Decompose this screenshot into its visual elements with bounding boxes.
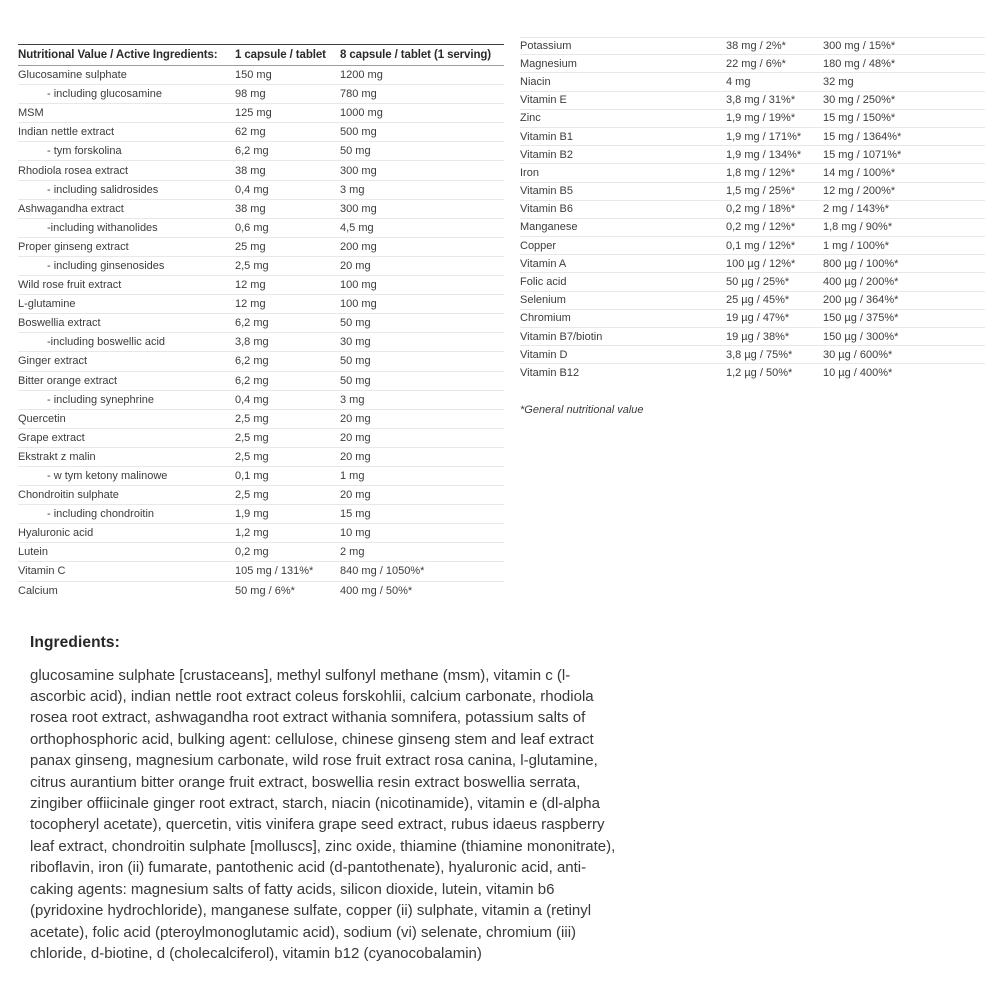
nutrient-label: Glucosamine sulphate [18, 69, 127, 82]
value-per-capsule: 50 mg / 6%* [235, 585, 295, 598]
nutrient-label: Chondroitin sulphate [18, 489, 119, 502]
nutrient-label: Vitamin B7/biotin [520, 330, 603, 343]
table-header-row [18, 44, 504, 66]
value-per-capsule: 6,2 mg [235, 355, 269, 368]
value-per-serving: 1200 mg [340, 69, 383, 82]
nutrient-label: Bitter orange extract [18, 374, 118, 387]
nutrient-label: Magnesium [520, 57, 577, 70]
table-row [520, 110, 985, 128]
table-row [520, 92, 985, 110]
value-per-serving: 15 mg / 1071%* [823, 148, 902, 161]
value-per-serving: 2 mg [340, 546, 365, 559]
ingredients-heading: Ingredients: [30, 633, 120, 651]
value-per-serving: 15 mg [340, 508, 371, 521]
value-per-serving: 50 mg [340, 317, 371, 330]
table-row [520, 73, 985, 91]
nutrient-label: Ekstrakt z malin [18, 450, 96, 463]
value-per-capsule: 3,8 mg / 31%* [726, 94, 796, 107]
ingredients-text: glucosamine sulphate [crustaceans], methyl sulfonyl methane (msm), vitamin c (l-ascorbic acid), indian nettle root extract coleus forskohlii, calcium carbonate, rhodiola rosea root extract, ashwagandha root extract withania somnifera, potassium salts of orthophosphoric acid, bulking agent: cellulose, chinese ginseng stem and leaf extract panax ginseng, magnesium carbonate, wild rose fruit extract rosa canina, l-glutamine, citrus aurantium bitter orange fruit extract, boswellia resin extract boswellia serrata, zingiber offiicinale ginger root extract, starch, niacin (nicotinamide), vitamin e (dl-alpha tocopheryl acetate), quercetin, vitis vinifera grape seed extract, rubus idaeus raspberry leaf extract, chondroitin sulphate [molluscs], zinc oxide, thiamine (thiamine mononitrate), riboflavin, iron (ii) fumarate, pantothenic acid (d-pantothenate), hyaluronic acid, anti-caking agents: magnesium salts of fatty acids, silicon dioxide, lutein, vitamin b6 (pyridoxine hydrochloride), manganese sulfate, copper (ii) sulphate, vitamin a (retinyl acetate), folic acid (pteroylmonoglutamic acid), sodium (vi) selenate, chromium (iii) chloride, d-biotine, d (cholecalciferol), vitamin b12 (cyanocobalamin) [30, 666, 616, 962]
value-per-serving: 30 mg [340, 336, 371, 349]
table-row [18, 543, 504, 562]
table-row [18, 333, 504, 352]
value-per-capsule: 3,8 mg [235, 336, 269, 349]
value-per-serving: 200 µg / 364%* [823, 294, 899, 307]
nutrient-label: L-glutamine [18, 298, 76, 311]
value-per-serving: 1,8 mg / 90%* [823, 221, 893, 234]
value-per-serving: 50 mg [340, 355, 371, 368]
value-per-capsule: 62 mg [235, 126, 266, 139]
value-per-serving: 1 mg / 100%* [823, 239, 890, 252]
nutrient-label: - including synephrine [47, 393, 155, 406]
value-per-serving: 30 mg / 250%* [823, 94, 896, 107]
value-per-serving: 180 mg / 48%* [823, 57, 896, 70]
nutrition-table-left [18, 44, 504, 601]
value-per-serving: 100 mg [340, 298, 377, 311]
value-per-capsule: 4 mg [726, 75, 751, 88]
table-row [520, 219, 985, 237]
header-per-serving: 8 capsule / tablet (1 serving) [340, 49, 492, 61]
table-row [18, 562, 504, 581]
nutrient-label: Wild rose fruit extract [18, 279, 122, 292]
header-per-capsule: 1 capsule / tablet [235, 49, 326, 61]
value-per-capsule: 25 µg / 45%* [726, 294, 790, 307]
table-row [18, 582, 504, 601]
table-row [520, 183, 985, 201]
value-per-serving: 150 µg / 300%* [823, 330, 899, 343]
nutrient-label: Hyaluronic acid [18, 527, 94, 540]
nutrient-label: Potassium [520, 40, 572, 53]
table-row [520, 37, 985, 55]
nutrient-label: Rhodiola rosea extract [18, 164, 129, 177]
table-row [18, 410, 504, 429]
value-per-capsule: 0,2 mg / 12%* [726, 221, 796, 234]
nutrient-label: Zinc [520, 112, 541, 125]
nutrient-label: -including withanolides [47, 221, 158, 234]
nutrient-label: Ginger extract [18, 355, 88, 368]
value-per-serving: 15 mg / 1364%* [823, 130, 902, 143]
value-per-serving: 500 mg [340, 126, 377, 139]
value-per-serving: 300 mg / 15%* [823, 40, 896, 53]
nutrient-label: Folic acid [520, 276, 567, 289]
table-row [18, 104, 504, 123]
table-row [520, 346, 985, 364]
value-per-serving: 800 µg / 100%* [823, 257, 899, 270]
nutrient-label: Lutein [18, 546, 48, 559]
value-per-capsule: 1,9 mg [235, 508, 269, 521]
value-per-serving: 1 mg [340, 470, 365, 483]
nutrient-label: Proper ginseng extract [18, 240, 129, 253]
nutrient-label: - tym forskolina [47, 145, 122, 158]
value-per-capsule: 38 mg [235, 164, 266, 177]
table-row [520, 255, 985, 273]
value-per-serving: 50 mg [340, 374, 371, 387]
nutrition-table-right [520, 37, 985, 416]
value-per-serving: 4,5 mg [340, 221, 374, 234]
value-per-serving: 840 mg / 1050%* [340, 565, 425, 578]
table-row [520, 237, 985, 255]
table-row [520, 128, 985, 146]
nutrient-label: Vitamin B12 [520, 367, 580, 380]
value-per-capsule: 0,2 mg / 18%* [726, 203, 796, 216]
value-per-serving: 300 mg [340, 164, 377, 177]
table-row [18, 391, 504, 410]
value-per-serving: 30 µg / 600%* [823, 348, 893, 361]
table-row [18, 505, 504, 524]
table-row [520, 364, 985, 382]
value-per-capsule: 38 mg [235, 202, 266, 215]
nutrient-label: - including glucosamine [47, 88, 162, 101]
table-row [520, 164, 985, 182]
value-per-capsule: 1,8 mg / 12%* [726, 166, 796, 179]
table-row [520, 328, 985, 346]
value-per-serving: 300 mg [340, 202, 377, 215]
value-per-capsule: 25 mg [235, 240, 266, 253]
value-per-capsule: 100 µg / 12%* [726, 257, 796, 270]
value-per-serving: 3 mg [340, 183, 365, 196]
value-per-serving: 20 mg [340, 412, 371, 425]
table-row [18, 85, 504, 104]
nutrient-label: Vitamin B2 [520, 148, 573, 161]
table-row [18, 123, 504, 142]
nutrient-label: -including boswellic acid [47, 336, 166, 349]
ingredients-section [30, 634, 630, 965]
nutrient-label: Vitamin D [520, 348, 568, 361]
value-per-capsule: 105 mg / 131%* [235, 565, 314, 578]
nutrient-label: Vitamin B5 [520, 185, 573, 198]
value-per-serving: 200 mg [340, 240, 377, 253]
table-row [18, 467, 504, 486]
value-per-capsule: 19 µg / 38%* [726, 330, 790, 343]
table-row [18, 161, 504, 180]
value-per-capsule: 19 µg / 47%* [726, 312, 790, 325]
nutrient-label: Grape extract [18, 431, 85, 444]
value-per-serving: 1000 mg [340, 107, 383, 120]
nutrient-label: - w tym ketony malinowe [47, 470, 168, 483]
value-per-serving: 20 mg [340, 431, 371, 444]
value-per-capsule: 12 mg [235, 298, 266, 311]
value-per-capsule: 0,4 mg [235, 183, 269, 196]
value-per-capsule: 2,5 mg [235, 431, 269, 444]
value-per-capsule: 22 mg / 6%* [726, 57, 786, 70]
table-row [18, 142, 504, 161]
table-row [18, 181, 504, 200]
value-per-capsule: 98 mg [235, 88, 266, 101]
value-per-capsule: 0,6 mg [235, 221, 269, 234]
table-row [520, 146, 985, 164]
value-per-serving: 50 mg [340, 145, 371, 158]
nutrient-label: Vitamin A [520, 257, 567, 270]
value-per-capsule: 1,9 mg / 171%* [726, 130, 802, 143]
general-value-footnote: *General nutritional value [520, 403, 644, 416]
value-per-serving: 10 µg / 400%* [823, 367, 893, 380]
nutrient-label: MSM [18, 107, 44, 120]
value-per-capsule: 38 mg / 2%* [726, 40, 786, 53]
value-per-capsule: 50 µg / 25%* [726, 276, 790, 289]
table-row [18, 295, 504, 314]
value-per-serving: 2 mg / 143%* [823, 203, 890, 216]
value-per-serving: 100 mg [340, 279, 377, 292]
value-per-serving: 150 µg / 375%* [823, 312, 899, 325]
value-per-capsule: 125 mg [235, 107, 272, 120]
nutrient-label: Iron [520, 166, 539, 179]
table-row [520, 292, 985, 310]
nutrient-label: Chromium [520, 312, 571, 325]
table-body-left [18, 66, 504, 601]
table-row [520, 55, 985, 73]
table-row [18, 219, 504, 238]
nutrient-label: Vitamin C [18, 565, 66, 578]
value-per-serving: 12 mg / 200%* [823, 185, 896, 198]
value-per-capsule: 1,2 µg / 50%* [726, 367, 793, 380]
nutrient-label: - including salidrosides [47, 183, 159, 196]
value-per-capsule: 150 mg [235, 69, 272, 82]
nutrient-label: Selenium [520, 294, 566, 307]
nutrient-label: - including chondroitin [47, 508, 155, 521]
value-per-capsule: 2,5 mg [235, 259, 269, 272]
table-row [520, 310, 985, 328]
nutrient-label: Vitamin B1 [520, 130, 573, 143]
value-per-serving: 15 mg / 150%* [823, 112, 896, 125]
value-per-capsule: 0,1 mg [235, 470, 269, 483]
table-row [18, 524, 504, 543]
nutrient-label: Manganese [520, 221, 578, 234]
nutrient-label: Indian nettle extract [18, 126, 115, 139]
table-row [520, 201, 985, 219]
value-per-serving: 3 mg [340, 393, 365, 406]
table-row [18, 486, 504, 505]
value-per-capsule: 12 mg [235, 279, 266, 292]
nutrient-label: Niacin [520, 75, 551, 88]
nutrient-label: Copper [520, 239, 557, 252]
nutrient-label: - including ginsenosides [47, 259, 165, 272]
table-row [18, 314, 504, 333]
value-per-serving: 20 mg [340, 259, 371, 272]
value-per-capsule: 0,4 mg [235, 393, 269, 406]
value-per-serving: 780 mg [340, 88, 377, 101]
table-row [18, 238, 504, 257]
value-per-capsule: 0,1 mg / 12%* [726, 239, 796, 252]
nutrient-label: Quercetin [18, 412, 66, 425]
header-active-ingredients: Nutritional Value / Active Ingredients: [18, 49, 218, 61]
value-per-capsule: 2,5 mg [235, 489, 269, 502]
table-row [18, 200, 504, 219]
value-per-serving: 10 mg [340, 527, 371, 540]
nutrient-label: Calcium [18, 585, 58, 598]
value-per-capsule: 6,2 mg [235, 374, 269, 387]
table-row [18, 257, 504, 276]
value-per-capsule: 3,8 µg / 75%* [726, 348, 793, 361]
value-per-serving: 14 mg / 100%* [823, 166, 896, 179]
value-per-serving: 400 mg / 50%* [340, 585, 413, 598]
value-per-capsule: 2,5 mg [235, 450, 269, 463]
value-per-serving: 20 mg [340, 450, 371, 463]
table-body-right [520, 37, 985, 383]
table-row [18, 448, 504, 467]
value-per-capsule: 1,9 mg / 19%* [726, 112, 796, 125]
nutrient-label: Vitamin B6 [520, 203, 573, 216]
value-per-serving: 20 mg [340, 489, 371, 502]
nutrient-label: Boswellia extract [18, 317, 101, 330]
value-per-capsule: 1,5 mg / 25%* [726, 185, 796, 198]
nutrient-label: Vitamin E [520, 94, 567, 107]
table-row [520, 273, 985, 291]
value-per-serving: 32 mg [823, 75, 854, 88]
value-per-capsule: 1,2 mg [235, 527, 269, 540]
value-per-capsule: 6,2 mg [235, 145, 269, 158]
value-per-capsule: 0,2 mg [235, 546, 269, 559]
table-row [18, 429, 504, 448]
nutrient-label: Ashwagandha extract [18, 202, 124, 215]
value-per-serving: 400 µg / 200%* [823, 276, 899, 289]
table-row [18, 352, 504, 371]
table-row [18, 276, 504, 295]
value-per-capsule: 1,9 mg / 134%* [726, 148, 802, 161]
table-row [18, 372, 504, 391]
value-per-capsule: 6,2 mg [235, 317, 269, 330]
table-row [18, 66, 504, 85]
value-per-capsule: 2,5 mg [235, 412, 269, 425]
